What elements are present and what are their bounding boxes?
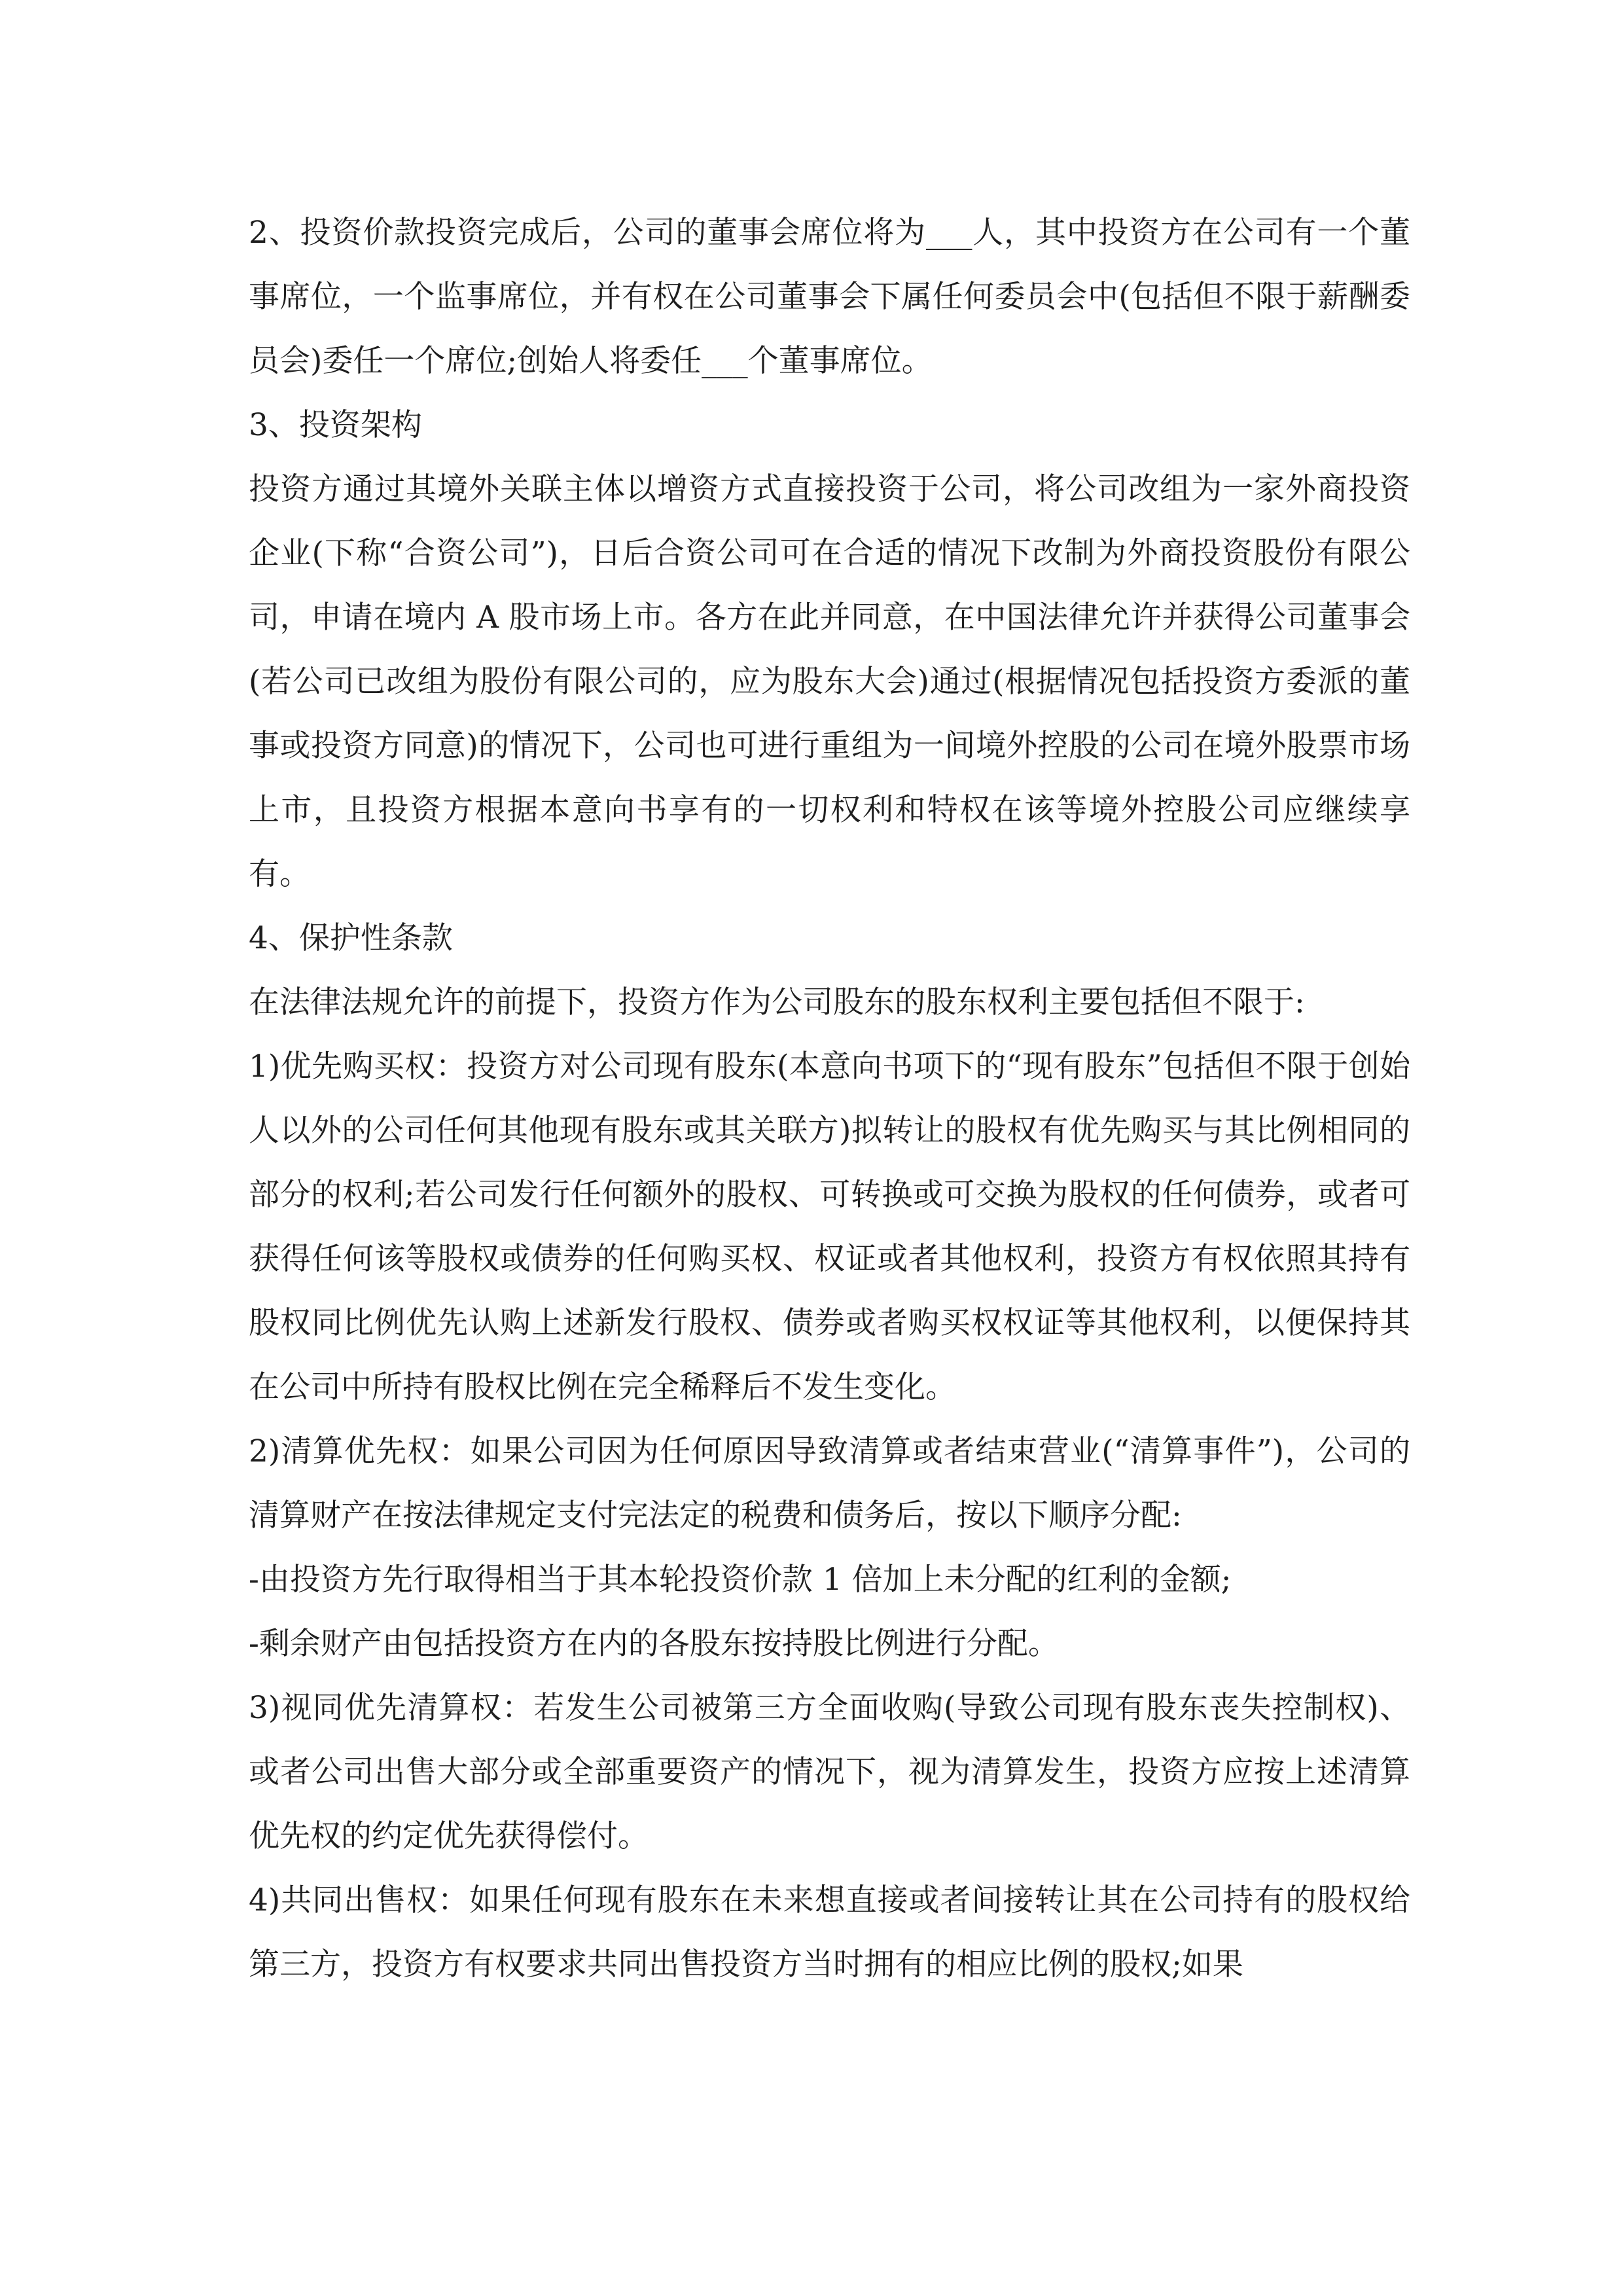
heading-3-investment-structure: 3、投资架构 <box>249 407 422 443</box>
clause-2-board-seats: 2、投资价款投资完成后，公司的董事会席位将为___人，其中投资方在公司有一个董事席位，一个监事席位，并有权在公司董事会下属任何委员会中(包括但不限于薪酬委员会)委任一个席位;创始人将委任___个董事席位。 <box>249 215 1410 379</box>
clause-4-4-tag-along: 4)共同出售权：如果任何现有股东在未来想直接或者间接转让其在公司持有的股权给第三方，投资方有权要求共同出售投资方当时拥有的相应比例的股权;如果 <box>249 1882 1410 1982</box>
document-body <box>249 201 1410 1997</box>
clause-4-2-item-b: -剩余财产由包括投资方在内的各股东按持股比例进行分配。 <box>249 1626 1059 1662</box>
heading-4-protective-provisions: 4、保护性条款 <box>249 920 453 956</box>
clause-4-2-liquidation-preference: 2)清算优先权：如果公司因为任何原因导致清算或者结束营业(“清算事件”)，公司的清算财产在按法律规定支付完法定的税费和债务后，按以下顺序分配: <box>249 1433 1410 1534</box>
clause-4-intro: 在法律法规允许的前提下，投资方作为公司股东的股东权利主要包括但不限于: <box>249 984 1305 1020</box>
clause-4-3-deemed-liquidation: 3)视同优先清算权：若发生公司被第三方全面收购(导致公司现有股东丧失控制权)、或者公司出售大部分或全部重要资产的情况下，视为清算发生，投资方应按上述清算优先权的约定优先获得偿付。 <box>249 1690 1410 1854</box>
clause-3-investment-structure: 投资方通过其境外关联主体以增资方式直接投资于公司，将公司改组为一家外商投资企业(下称“合资公司”)，日后合资公司可在合适的情况下改制为外商投资股份有限公司，申请在境内 A 股市场上市。各方在此并同意，在中国法律允许并获得公司董事会(若公司已改组为股份有限公司的，应为股东大会)通过(根据情况包括投资方委派的董事或投资方同意)的情况下，公司也可进行重组为一间境外控股的公司在境外股票市场上市，且投资方根据本意向书享有的一切权利和特权在该等境外控股公司应继续享有。 <box>249 471 1410 892</box>
clause-4-2-item-a: -由投资方先行取得相当于其本轮投资价款 1 倍加上未分配的红利的金额; <box>249 1562 1232 1598</box>
clause-4-1-preemptive-right: 1)优先购买权：投资方对公司现有股东(本意向书项下的“现有股东”包括但不限于创始人以外的公司任何其他现有股东或其关联方)拟转让的股权有优先购买与其比例相同的部分的权利;若公司发行任何额外的股权、可转换或可交换为股权的任何债券，或者可获得任何该等股权或债券的任何购买权、权证或者其他权利，投资方有权依照其持有股权同比例优先认购上述新发行股权、债券或者购买权权证等其他权利，以便保持其在公司中所持有股权比例在完全稀释后不发生变化。 <box>249 1049 1410 1405</box>
